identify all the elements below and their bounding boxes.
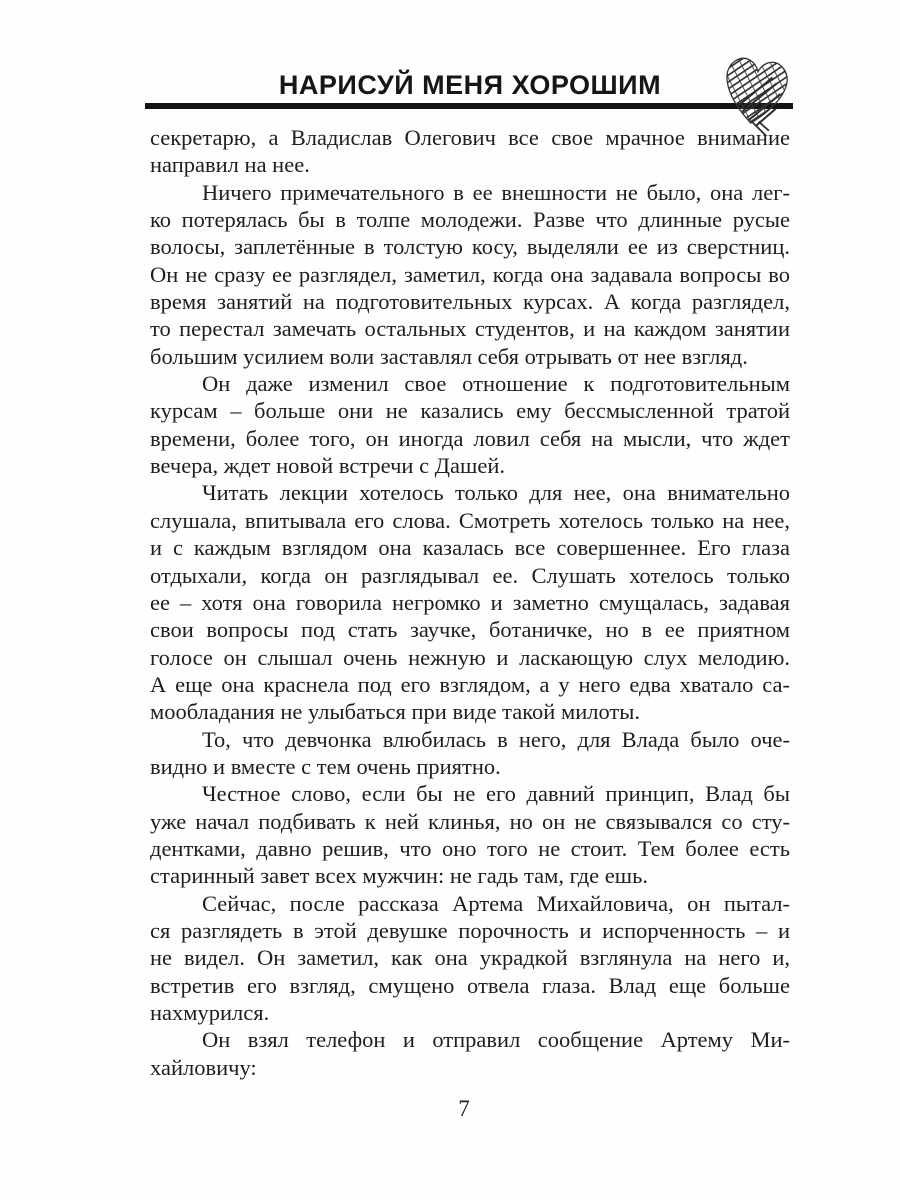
text-line: Честное слово, если бы не его давний принцип, Влад бы (202, 781, 790, 807)
paragraph (150, 179, 790, 370)
text-line: Сейчас, после рассказа Артема Михайловича, он пытал- (202, 890, 790, 916)
text-line: волосы, заплетённые в толстую косу, выделяли ее из сверстниц. (150, 234, 790, 260)
text-line: Он не сразу ее разглядел, заметил, когда она задавала вопросы во (150, 261, 790, 287)
paragraph (150, 726, 790, 781)
text-line: слушала, впитывала его слова. Смотреть хотелось только на нее, (150, 507, 790, 533)
text-line: Читать лекции хотелось только для нее, она внимательно (202, 480, 790, 506)
text-line: встретив его взгляд, смущено отвела глаза. Влад еще больше (150, 972, 790, 998)
text-line: Он даже изменил свое отношение к подготовительным (202, 371, 790, 397)
paragraph (150, 1026, 790, 1081)
text-line: нахмурился. (150, 1000, 270, 1025)
text-line: то перестал замечать остальных студентов, и на каждом занятии (150, 316, 790, 342)
text-line: курсам – больше они не казались ему бессмысленной тратой (150, 398, 790, 424)
text-line: старинный завет всех мужчин: не гадь там, где ешь. (150, 863, 648, 889)
text-line: секретарю, а Владислав Олегович все свое мрачное внимание (150, 125, 790, 150)
text-line: и с каждым взглядом она казалась все совершеннее. Его глаза (150, 535, 790, 561)
text-line: уже начал подбивать к ней клинья, но он не связывался со сту- (150, 808, 790, 834)
text-line: видно и вместе с тем очень приятно. (150, 753, 501, 779)
text-line: времени, более того, он иногда ловил себя на мысли, что ждет (150, 425, 790, 451)
paragraph (150, 890, 790, 1027)
text-line: А еще она краснела под его взглядом, а у него едва хватало са- (150, 671, 790, 697)
text-line: хайловичу: (150, 1054, 257, 1080)
page-number: 7 (458, 1096, 470, 1121)
text-line: ко потерялась бы в толпе молодежи. Разве что длинные русые (150, 207, 790, 233)
paragraph (150, 370, 790, 479)
text-line: То, что девчонка влюбилась в него, для Влада было оче- (202, 726, 790, 752)
paragraph (150, 479, 790, 725)
text-line: большим усилием воли заставлял себя отрывать от нее взгляд. (150, 343, 748, 369)
text-line: Ничего примечательного в ее внешности не было, она лег- (202, 179, 790, 205)
text-line: ся разглядеть в этой девушке порочность и испорченность – и (150, 917, 790, 943)
text-line: свои вопросы под стать заучке, ботаничке, но в ее приятном (150, 617, 790, 643)
paragraph (150, 780, 790, 889)
text-line: ее – хотя она говорила негромко и заметно смущалась, задавая (150, 589, 790, 615)
paragraph (150, 124, 790, 179)
header-rule (145, 103, 793, 109)
text-line: дентками, давно решив, что оно того не стоит. Тем более есть (150, 835, 790, 861)
text-line: направил на нее. (150, 152, 310, 178)
text-line: не видел. Он заметил, как она украдкой взглянула на него и, (150, 945, 790, 971)
text-line: время занятий на подготовительных курсах. А когда разглядел, (150, 289, 790, 315)
body-text (150, 124, 790, 1081)
text-line: отдыхали, когда он разглядывал ее. Слушать хотелось только (150, 562, 790, 588)
text-line: голосе он слышал очень нежную и ласкающую слух мелодию. (150, 644, 790, 670)
chapter-title: НАРИСУЙ МЕНЯ ХОРОШИМ (278, 70, 662, 100)
text-line: мообладания не улыбаться при виде такой милоты. (150, 699, 641, 725)
text-line: вечера, ждет новой встречи с Дашей. (150, 453, 505, 479)
text-line: Он взял телефон и отправил сообщение Артему Ми- (202, 1027, 790, 1053)
